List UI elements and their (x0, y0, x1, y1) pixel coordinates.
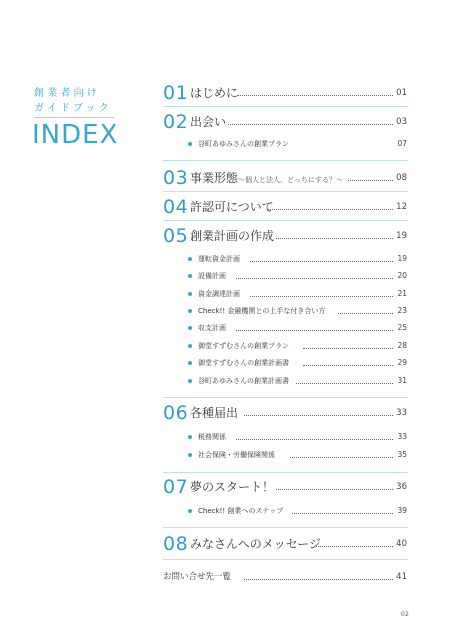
contact-title: お問い合せ先一覧 (163, 572, 232, 582)
subitem-page: 23 (397, 306, 407, 315)
toc-subitem[interactable] (0, 448, 455, 462)
section-divider (163, 160, 408, 161)
leader-dots (316, 546, 393, 547)
leader-dots (292, 513, 393, 514)
subitem-title: 谷町あゆみさんの創業計画書 (198, 377, 289, 385)
subitem-page: 28 (397, 341, 407, 350)
toc-entry-01[interactable] (0, 83, 455, 103)
subitem-page: 39 (397, 506, 407, 515)
toc-subitem[interactable] (0, 269, 455, 283)
leader-dots (237, 95, 393, 96)
toc-entry-03[interactable] (0, 168, 455, 188)
leader-dots (250, 261, 393, 262)
section-page: 12 (396, 202, 407, 212)
section-page: 08 (396, 173, 407, 183)
toc-contact-entry[interactable] (0, 570, 455, 584)
toc-subitem[interactable] (0, 504, 455, 518)
leader-dots (276, 238, 393, 239)
section-title: 出会い (190, 115, 227, 129)
subitem-page: 31 (397, 376, 407, 385)
leader-dots (296, 383, 393, 384)
leader-dots (236, 439, 393, 440)
bullet-dot-icon (188, 435, 192, 439)
section-divider (163, 527, 408, 528)
leader-dots (268, 209, 393, 210)
section-title-sub: ～個人と法人、どっちにする？～ (238, 176, 343, 184)
toc-subitem[interactable] (0, 356, 455, 370)
section-title: 各種届出 (190, 406, 239, 420)
section-divider (163, 191, 408, 192)
section-page: 40 (396, 539, 407, 549)
leader-dots (244, 579, 393, 580)
bullet-dot-icon (188, 344, 192, 348)
section-number: 08 (163, 533, 189, 555)
section-divider (163, 472, 408, 473)
leader-dots (276, 489, 393, 490)
section-number: 06 (163, 402, 189, 424)
toc-subitem[interactable] (0, 339, 455, 353)
toc-subitem[interactable] (0, 287, 455, 301)
section-title: 夢のスタート！ (190, 480, 275, 494)
toc-entry-04[interactable] (0, 197, 455, 217)
page-number: 02 (400, 610, 409, 618)
leader-dots (250, 296, 393, 297)
subitem-title: 社会保険・労働保険関係 (198, 451, 275, 459)
leader-dots (303, 365, 393, 366)
toc-entry-05[interactable] (0, 226, 455, 246)
subitem-page: 33 (397, 432, 407, 441)
section-title: みなさんへのメッセージ (190, 537, 322, 551)
subitem-title: 運転資金計画 (198, 255, 240, 263)
section-divider (163, 397, 408, 398)
section-page: 36 (396, 482, 407, 492)
bullet-dot-icon (188, 326, 192, 330)
leader-dots (228, 124, 393, 125)
leader-dots (244, 415, 393, 416)
subitem-title: 御堂すずむさんの創業プラン (198, 342, 290, 350)
section-number: 07 (163, 476, 189, 498)
section-divider (163, 106, 408, 107)
toc-subitem[interactable] (0, 252, 455, 266)
leader-dots (303, 348, 393, 349)
subtitle-line2: ガイドブック (34, 103, 112, 114)
bullet-dot-icon (188, 509, 192, 513)
section-number: 03 (163, 167, 189, 189)
leader-dots (236, 330, 393, 331)
leader-dots (348, 180, 393, 181)
bullet-dot-icon (188, 453, 192, 457)
subitem-page: 21 (397, 289, 407, 298)
page-title: INDEX (32, 120, 119, 150)
section-divider (163, 559, 408, 560)
toc-entry-07[interactable] (0, 477, 455, 497)
bullet-dot-icon (188, 142, 192, 146)
section-page: 33 (396, 408, 407, 418)
leader-dots (338, 313, 393, 314)
bullet-dot-icon (188, 257, 192, 261)
section-number: 04 (163, 196, 189, 218)
subitem-page: 20 (397, 271, 407, 280)
section-number: 05 (163, 225, 189, 247)
bullet-dot-icon (188, 361, 192, 365)
toc-subitem[interactable] (0, 374, 455, 388)
subitem-page: 07 (397, 139, 407, 148)
section-title: 許認可について (190, 200, 274, 214)
toc-entry-06[interactable] (0, 403, 455, 423)
section-divider (163, 220, 408, 221)
section-title-main: 事業形態 (190, 171, 239, 185)
toc-subitem[interactable] (0, 137, 455, 151)
subitem-page: 19 (397, 254, 407, 263)
toc-subitem[interactable] (0, 430, 455, 444)
bullet-dot-icon (188, 274, 192, 278)
toc-entry-02[interactable] (0, 112, 455, 132)
section-page: 03 (396, 117, 407, 127)
subitem-title: 収支計画 (198, 324, 226, 332)
bullet-dot-icon (188, 309, 192, 313)
leader-dots (290, 457, 393, 458)
bullet-dot-icon (188, 292, 192, 296)
toc-subitem[interactable] (0, 304, 455, 318)
subtitle-line1: 創業者向け (34, 88, 100, 99)
subitem-page: 35 (397, 450, 407, 459)
section-number: 02 (163, 111, 189, 133)
subitem-title: 税務関係 (198, 433, 226, 441)
subitem-title: 御堂すずむさんの創業計画書 (198, 359, 290, 367)
subitem-title: 設備計画 (198, 272, 226, 280)
subitem-page: 29 (397, 358, 407, 367)
subitem-title: Check!! 創業へのステップ (198, 507, 284, 515)
toc-subitem[interactable] (0, 321, 455, 335)
section-page: 01 (396, 88, 407, 98)
section-number: 01 (163, 82, 189, 104)
subitem-page: 25 (397, 323, 407, 332)
section-title: 創業計画の作成 (190, 229, 275, 243)
section-page: 19 (396, 231, 407, 241)
toc-entry-08[interactable] (0, 534, 455, 554)
section-title (190, 168, 343, 190)
subitem-title: 資金調達計画 (198, 290, 240, 298)
subitem-title: Check!! 金融機関との上手な付き合い方 (198, 307, 326, 315)
bullet-dot-icon (188, 379, 192, 383)
contact-page: 41 (396, 572, 407, 582)
subitem-title: 谷町あゆみさんの創業プラン (198, 140, 289, 148)
leader-dots (236, 278, 393, 279)
section-title: はじめに (190, 86, 239, 100)
